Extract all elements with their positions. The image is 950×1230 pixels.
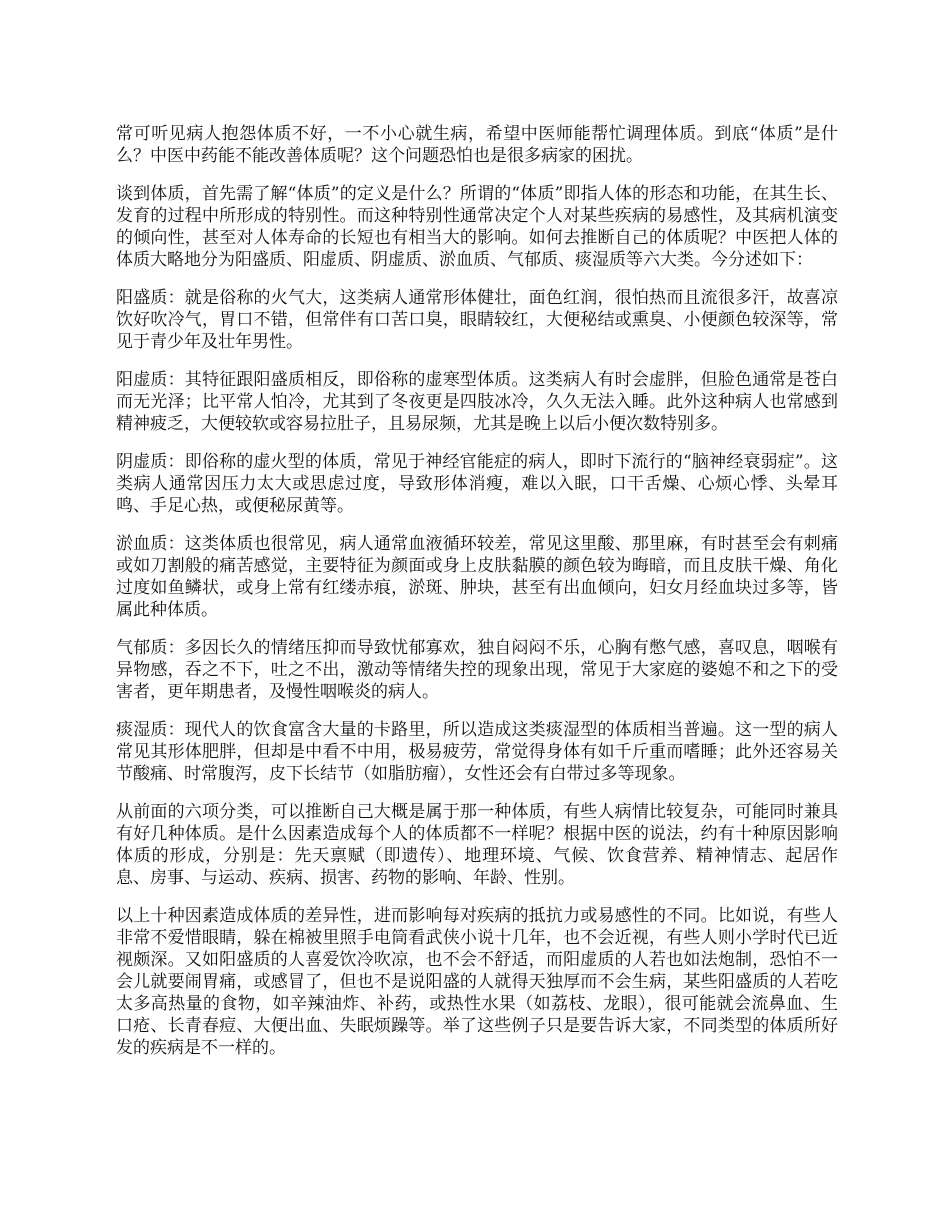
paragraph-conclusion: 以上十种因素造成体质的差异性，进而影响每对疾病的抵抗力或易感性的不同。比如说，有些人非常不爱惜眼睛，躲在棉被里照手电筒看武侠小说十几年，也不会近视，有些人则小学时代已近视颇深。又如阳盛质的人喜爱饮冷吹凉，也不会不舒适，而阳虚质的人若也如法炮制，恐怕不一会儿就要闹胃痛，或感冒了，但也不是说阳盛的人就得天独厚而不会生病，某些阳盛质的人若吃太多高热量的食物，如辛辣油炸、补药，或热性水果（如荔枝、龙眼），很可能就会流鼻血、生口疮、长青春痘、大便出血、失眠烦躁等。举了这些例子只是要告诉大家，不同类型的体质所好发的疾病是不一样的。: [116, 906, 838, 1058]
paragraph-yang-excess: 阳盛质：就是俗称的火气大，这类病人通常形体健壮，面色红润，很怕热而且流很多汗，故喜凉饮好吹冷气，胃口不错，但常伴有口苦口臭，眼睛较红，大便秘结或熏臭、小便颜色较深等，常见于青少年及壮年男性。: [116, 288, 838, 352]
document-page: [116, 123, 838, 1075]
paragraph-qi-stagnation: 气郁质：多因长久的情绪压抑而导致忧郁寡欢，独自闷闷不乐，心胸有憋气感，喜叹息，咽喉有异物感，吞之不下，吐之不出，激动等情绪失控的现象出现，常见于大家庭的婆媳不和之下的受害者，更年期患者，及慢性咽喉炎的病人。: [116, 638, 838, 702]
paragraph-yang-deficiency: 阳虚质：其特征跟阳盛质相反，即俗称的虚寒型体质。这类病人有时会虚胖，但脸色通常是苍白而无光泽；比平常人怕冷，尤其到了冬夜更是四肢冰冷，久久无法入睡。此外这种病人也常感到精神疲乏，大便较软或容易拉肚子，且易尿频，尤其是晚上以后小便次数特别多。: [116, 370, 838, 434]
paragraph-yin-deficiency: 阴虚质：即俗称的虚火型的体质，常见于神经官能症的病人，即时下流行的“脑神经衰弱症”。这类病人通常因压力太大或思虑过度，导致形体消瘦，难以入眠，口干舌燥、心烦心悸、头晕耳鸣、手足心热，或便秘尿黄等。: [116, 452, 838, 516]
paragraph-phlegm-damp: 痰湿质：现代人的饮食富含大量的卡路里，所以造成这类痰湿型的体质相当普遍。这一型的病人常见其形体肥胖，但却是中看不中用，极易疲劳，常觉得身体有如千斤重而嗜睡；此外还容易关节酸痛、时常腹泻，皮下长结节（如脂肪瘤），女性还会有白带过多等现象。: [116, 720, 838, 784]
paragraph-definition: 谈到体质，首先需了解“体质”的定义是什么？所谓的“体质”即指人体的形态和功能，在其生长、发育的过程中所形成的特别性。而这种特别性通常决定个人对某些疾病的易感性，及其病机演变的倾向性，甚至对人体寿命的长短也有相当大的影响。如何去推断自己的体质呢？中医把人体的体质大略地分为阳盛质、阳虚质、阴虚质、淤血质、气郁质、痰湿质等六大类。今分述如下：: [116, 184, 838, 270]
paragraph-blood-stasis: 淤血质：这类体质也很常见，病人通常血液循环较差，常见这里酸、那里麻，有时甚至会有刺痛或如刀割般的痛苦感觉，主要特征为颜面或身上皮肤黏膜的颜色较为晦暗，而且皮肤干燥、角化过度如鱼鳞状，或身上常有红缕赤痕，淤斑、肿块，甚至有出血倾向，妇女月经血块过多等，皆属此种体质。: [116, 534, 838, 620]
paragraph-intro: 常可听见病人抱怨体质不好，一不小心就生病，希望中医师能帮忙调理体质。到底“体质”是什么？中医中药能不能改善体质呢？这个问题恐怕也是很多病家的困扰。: [116, 124, 838, 166]
paragraph-causes: 从前面的六项分类，可以推断自己大概是属于那一种体质，有些人病情比较复杂，可能同时兼具有好几种体质。是什么因素造成每个人的体质都不一样呢？根据中医的说法，约有十种原因影响体质的形成，分别是：先天禀赋（即遗传）、地理环境、气候、饮食营养、精神情志、起居作息、房事、与运动、疾病、损害、药物的影响、年龄、性别。: [116, 802, 838, 888]
